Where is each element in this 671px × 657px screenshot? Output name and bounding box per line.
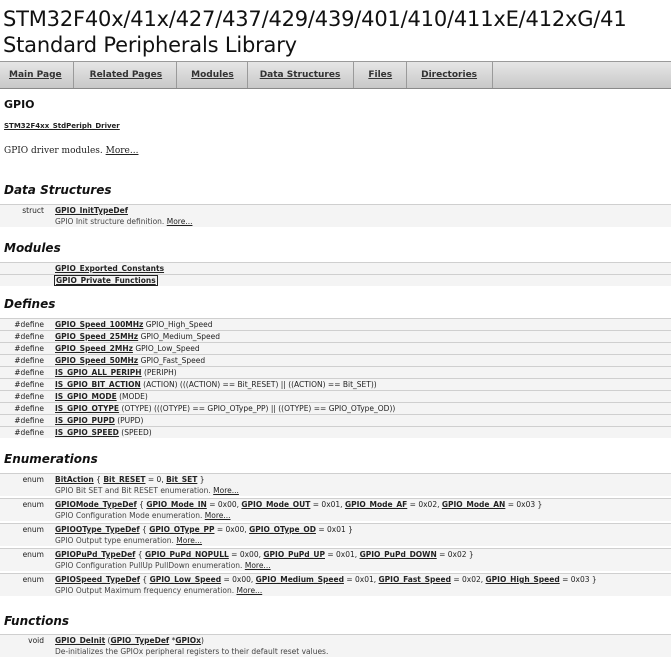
enum-desc [55,510,231,521]
enum-decl[interactable]: BitAction { Bit_RESET = 0, Bit_SET } [55,475,205,484]
module-link-exported-constants[interactable]: GPIO_Exported_Constants [55,264,165,273]
table-row [0,402,671,414]
define-value [55,319,213,330]
enum-decl[interactable]: GPIOMode_TypeDef { GPIO_Mode_IN = 0x00, GPIO_Mode_OUT = 0x01, GPIO_Mode_AF = 0x02, GPIO_Mode_AN = 0x03 } [55,500,543,509]
row-keyword: #define [14,356,44,365]
row-spacer [0,596,671,598]
define-body: (ACTION) (((ACTION) == Bit_RESET) || ((ACTION) == Bit_SET)) [140,380,377,389]
table-row-desc [0,216,671,227]
table-row [0,204,671,216]
define-link[interactable]: IS_GPIO_OTYPE [55,404,120,413]
table-row [0,378,671,390]
function-desc: De-initializes the GPIOx peripheral registers to their default reset values. [55,647,329,656]
table-row [0,634,671,646]
struct-more-link[interactable]: More... [166,217,193,226]
row-keyword: enum [22,500,44,509]
table-row-desc [0,535,671,546]
enum-desc-text: GPIO Output Maximum frequency enumeration. [55,586,237,595]
tab-main-page[interactable]: Main Page [0,62,74,88]
tab-files[interactable]: Files [354,62,407,88]
define-body: GPIO_Fast_Speed [138,356,206,365]
row-keyword: enum [22,550,44,559]
define-link[interactable]: GPIO_Speed_50MHz [55,356,139,365]
enum-decl[interactable]: GPIOSpeed_TypeDef { GPIO_Low_Speed = 0x00, GPIO_Medium_Speed = 0x01, GPIO_Fast_Speed = 0x02, GPIO_High_Speed = 0x03 } [55,575,597,584]
table-row-desc [0,485,671,496]
enum-more-link[interactable]: More... [204,511,231,520]
group-brief-text: GPIO driver modules. [4,146,103,156]
define-value [55,355,205,366]
row-keyword: enum [22,475,44,484]
table-row [0,390,671,402]
row-keyword: void [28,636,44,645]
table-row [0,523,671,535]
row-keyword: #define [14,368,44,377]
define-link[interactable]: GPIO_Speed_100MHz [55,320,144,329]
breadcrumb-link[interactable]: STM32F4xx_StdPeriph_Driver [4,122,120,130]
section-functions: Functions [4,614,70,628]
enum-more-link[interactable]: More... [213,486,239,495]
project-title-line2: Standard Peripherals Library [3,33,297,57]
enum-more-link[interactable]: More... [236,586,263,595]
row-keyword: #define [14,344,44,353]
project-title-line1: STM32F40x/41x/427/437/429/439/401/410/411xE/412xG/41 [3,7,627,31]
table-row [0,318,671,330]
modules-table [0,262,671,286]
nav-tabs [0,61,671,89]
table-row [0,262,671,274]
enum-desc [55,560,271,571]
define-value [55,391,148,402]
row-keyword: enum [22,525,44,534]
table-row-desc [0,510,671,521]
define-body: (PUPD) [114,416,144,425]
table-row [0,366,671,378]
enumerations-table [0,473,671,598]
enum-desc-text: GPIO Output type enumeration. [55,536,177,545]
function-decl[interactable]: GPIO_DeInit (GPIO_TypeDef *GPIOx) [55,636,204,645]
table-row-desc [0,560,671,571]
section-data-structures: Data Structures [4,183,112,197]
define-body: GPIO_Medium_Speed [138,332,221,341]
row-keyword: #define [14,332,44,341]
define-link[interactable]: IS_GPIO_PUPD [55,416,115,425]
define-body: (SPEED) [118,428,152,437]
define-value [55,403,395,414]
enum-decl[interactable]: GPIOPuPd_TypeDef { GPIO_PuPd_NOPULL = 0x00, GPIO_PuPd_UP = 0x01, GPIO_PuPd_DOWN = 0x02 } [55,550,474,559]
enum-decl[interactable]: GPIOOType_TypeDef { GPIO_OType_PP = 0x00, GPIO_OType_OD = 0x01 } [55,525,353,534]
data-structures-table [0,204,671,227]
table-row [0,342,671,354]
section-modules: Modules [4,241,61,255]
define-link[interactable]: GPIO_Speed_25MHz [55,332,139,341]
define-body: GPIO_High_Speed [143,320,213,329]
tab-data-structures[interactable]: Data Structures [248,62,355,88]
enum-desc-text: GPIO Configuration PullUp PullDown enumeration. [55,561,245,570]
define-link[interactable]: GPIO_Speed_2MHz [55,344,133,353]
enum-desc-text: GPIO Configuration Mode enumeration. [55,511,205,520]
tab-modules[interactable]: Modules [177,62,248,88]
struct-desc: GPIO Init structure definition. [55,217,165,226]
section-defines: Defines [4,297,56,311]
tab-directories[interactable]: Directories [407,62,493,88]
row-keyword: #define [14,392,44,401]
table-row [0,473,671,485]
table-row [0,573,671,585]
tab-related-pages[interactable]: Related Pages [74,62,178,88]
functions-table [0,634,671,657]
table-row [0,498,671,510]
page-title: GPIO [4,98,35,111]
module-link-private-functions[interactable]: GPIO_Private_Functions [56,276,156,285]
table-row [0,426,671,438]
define-body: (MODE) [116,392,148,401]
row-keyword: #define [14,320,44,329]
project-title [3,6,627,58]
enum-desc-text: GPIO Bit SET and Bit RESET enumeration. [55,486,214,495]
enum-more-link[interactable]: More... [244,561,271,570]
define-link[interactable]: IS_GPIO_MODE [55,392,117,401]
table-row [0,274,671,286]
define-value [55,427,152,438]
table-row-desc [0,646,671,657]
define-value [55,379,377,390]
row-keyword: struct [22,206,44,215]
struct-link[interactable]: GPIO_InitTypeDef [55,206,129,215]
section-enumerations: Enumerations [4,452,98,466]
define-value [55,331,220,342]
table-row-desc [0,585,671,596]
define-value [55,343,200,354]
row-keyword: #define [14,416,44,425]
group-more-link[interactable]: More... [105,146,139,156]
enum-desc [55,535,202,546]
define-value [55,367,177,378]
define-link[interactable]: IS_GPIO_SPEED [55,428,119,437]
define-link[interactable]: IS_GPIO_BIT_ACTION [55,380,141,389]
table-row [0,354,671,366]
group-brief [4,146,138,156]
table-row [0,548,671,560]
enum-more-link[interactable]: More... [176,536,203,545]
define-body: (PERIPH) [141,368,177,377]
table-row [0,414,671,426]
define-body: (OTYPE) (((OTYPE) == GPIO_OType_PP) || ((OTYPE) == GPIO_OType_OD)) [119,404,396,413]
row-keyword: #define [14,380,44,389]
define-value [55,415,143,426]
table-row [0,330,671,342]
define-link[interactable]: IS_GPIO_ALL_PERIPH [55,368,142,377]
row-keyword: #define [14,404,44,413]
enum-desc [55,585,262,596]
define-body: GPIO_Low_Speed [132,344,200,353]
enum-desc [55,485,239,496]
defines-table [0,318,671,438]
row-keyword: enum [22,575,44,584]
row-keyword: #define [14,428,44,437]
